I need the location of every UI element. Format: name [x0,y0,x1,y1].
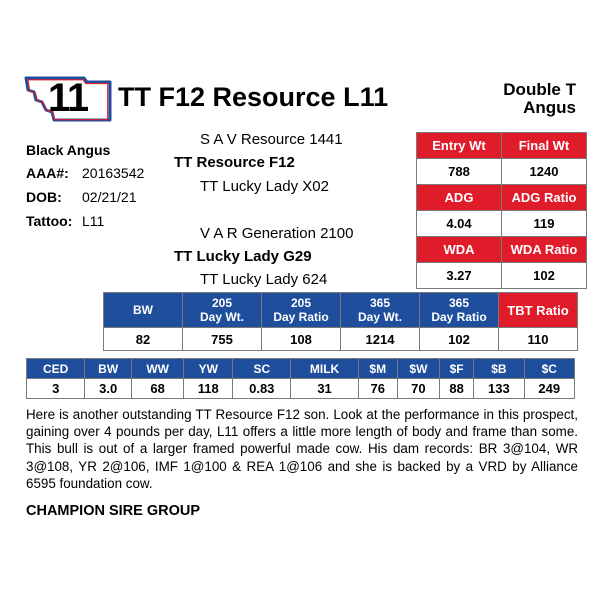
aaa-value: 20163542 [82,165,145,181]
tattoo-label: Tattoo: [26,213,73,229]
lot-title: TT F12 Resource L11 [118,82,389,112]
epd-header-4: SC [233,359,291,379]
365-day-ratio-header-l2: Day Ratio [431,310,487,324]
epd-value-4: 0.83 [233,379,291,399]
tbt-ratio-header: TBT Ratio [499,293,578,328]
365-day-wt-header-l1: 365 [369,296,391,310]
epd-value-0: 3 [27,379,85,399]
epd-header-0: CED [27,359,85,379]
adg-ratio-header: ADG Ratio [502,185,587,211]
205-day-wt-header [183,293,262,328]
breed: Black Angus [26,142,111,158]
dob-value: 02/21/21 [82,189,137,205]
epd-header-6: $M [358,359,397,379]
epd-value-8: 88 [439,379,473,399]
epd-header-10: $C [524,359,574,379]
pedigree-sire-dam: TT Lucky Lady X02 [200,178,329,195]
adg-ratio-value: 119 [502,211,587,237]
365-day-ratio-value: 102 [420,328,499,351]
365-day-wt-header-l2: Day Wt. [357,310,402,324]
footer-group: CHAMPION SIRE GROUP [26,503,201,519]
205-day-ratio-header [262,293,341,328]
205-day-wt-value: 755 [183,328,262,351]
pedigree-sire-sire: S A V Resource 1441 [200,131,343,148]
epd-header-9: $B [474,359,524,379]
description: Here is another outstanding TT Resource F12 son. Look at the performance in this prospect, gaining over 4 pounds per day, L11 offers a little more length of body and frame than some. This bull is out of a larger framed powerful made cow. His dam records: BR 3@104, WR 3@108, YR 2@106, IMF 1@100 & REA 1@106 and she is backed by a VRD by Alliance 6595 foundation cow. [26,407,578,491]
performance-table [416,132,587,289]
wda-value: 3.27 [417,263,502,289]
bw-header [104,293,183,328]
epd-value-9: 133 [474,379,524,399]
pedigree-dam-dam: TT Lucky Lady 624 [200,271,328,288]
bw-header-l1: BW [133,303,153,317]
epd-header-8: $F [439,359,473,379]
ranch-name-line2: Angus [523,98,576,117]
entry-wt-value: 788 [417,159,502,185]
365-day-wt-header [341,293,420,328]
epd-value-7: 70 [397,379,439,399]
pedigree-sire: TT Resource F12 [174,154,295,171]
epd-value-1: 3.0 [85,379,132,399]
epd-header-1: BW [85,359,132,379]
205-day-ratio-header-l1: 205 [290,296,312,310]
wda-ratio-value: 102 [502,263,587,289]
bw-value: 82 [104,328,183,351]
final-wt-header: Final Wt [502,133,587,159]
adg-header: ADG [417,185,502,211]
epd-header-5: MILK [291,359,358,379]
aaa-label: AAA#: [26,165,69,181]
dob-label: DOB: [26,189,62,205]
lot-number: 11 [47,76,89,120]
epd-header-7: $W [397,359,439,379]
tattoo-value: L11 [82,213,105,229]
pedigree-dam-sire: V A R Generation 2100 [200,225,354,242]
205-day-wt-header-l2: Day Wt. [199,310,244,324]
pedigree-dam: TT Lucky Lady G29 [174,248,312,265]
adg-value: 4.04 [417,211,502,237]
epd-value-5: 31 [291,379,358,399]
epd-table [26,358,575,399]
tbt-ratio-value: 110 [499,328,578,351]
entry-wt-header: Entry Wt [417,133,502,159]
final-wt-value: 1240 [502,159,587,185]
epd-header-2: WW [131,359,183,379]
epd-value-10: 249 [524,379,574,399]
ranch-name-line1: Double T [503,80,576,99]
epd-value-6: 76 [358,379,397,399]
epd-value-2: 68 [131,379,183,399]
epd-header-3: YW [184,359,233,379]
wda-header: WDA [417,237,502,263]
205-day-wt-header-l1: 205 [211,296,233,310]
wda-ratio-header: WDA Ratio [502,237,587,263]
365-day-ratio-header-l1: 365 [448,296,470,310]
205-day-ratio-value: 108 [262,328,341,351]
365-day-ratio-header [420,293,499,328]
weights-table [103,292,578,351]
205-day-ratio-header-l2: Day Ratio [273,310,329,324]
365-day-wt-value: 1214 [341,328,420,351]
epd-value-3: 118 [184,379,233,399]
